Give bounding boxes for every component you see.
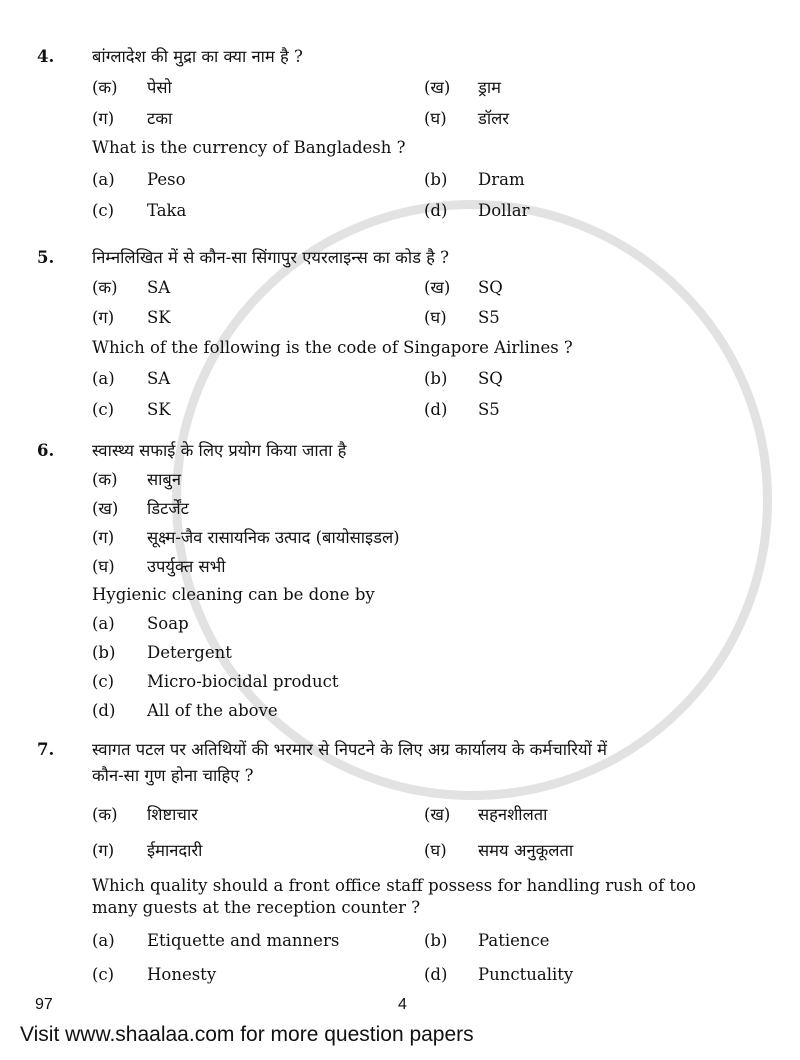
option-label: (c) [92,400,115,419]
option-text-english: SA [147,369,171,388]
question-text-hindi: स्वागत पटल पर अतिथियों की भरमार से निपटने के लिए अग्र कार्यालय के कर्मचारियों में [92,740,607,759]
option-label: (a) [92,369,115,388]
question-text-english: many guests at the reception counter ? [92,898,421,917]
option-label: (d) [424,965,448,984]
option-text-hindi: डिटर्जेंट [147,499,189,518]
option-text-hindi: SK [147,308,171,327]
question-text-hindi: स्वास्थ्य सफाई के लिए प्रयोग किया जाता है [92,441,347,460]
question-text-english: Hygienic cleaning can be done by [92,585,375,604]
option-text-hindi: SA [147,278,171,297]
question-text-english: Which of the following is the code of Singapore Airlines ? [92,338,573,357]
option-label: (क) [92,278,118,297]
option-text-hindi: ईमानदारी [147,841,203,860]
option-label: (ग) [92,841,115,860]
option-text-hindi: शिष्टाचार [147,805,198,824]
option-label: (क) [92,805,118,824]
option-text-english: Etiquette and manners [147,931,340,950]
paper-code: 97 [35,996,53,1013]
footer-visit-link[interactable]: Visit www.shaalaa.com for more question papers [20,1023,474,1046]
option-text-hindi: डॉलर [478,109,510,128]
option-label: (ग) [92,308,115,327]
question-text-hindi: निम्नलिखित में से कौन-सा सिंगापुर एयरलाइन्स का कोड है ? [92,248,450,267]
option-text-hindi: साबुन [147,470,182,489]
option-text-hindi: टका [147,109,173,128]
option-text-hindi: ड्राम [478,78,501,97]
option-label: (घ) [424,841,447,860]
option-label: (a) [92,170,115,189]
option-text-english: Dram [478,170,525,189]
question-number: 7. [37,740,55,759]
option-text-english: SQ [478,369,503,388]
option-label: (घ) [92,557,115,576]
option-text-hindi: SQ [478,278,503,297]
option-label: (b) [424,931,448,950]
page-number: 4 [398,996,407,1013]
option-label: (ग) [92,528,115,547]
option-label: (b) [424,170,448,189]
option-text-english: Punctuality [478,965,574,984]
option-label: (a) [92,614,115,633]
option-text-hindi: पेसो [147,78,172,97]
option-label: (a) [92,931,115,950]
option-text-hindi: उपर्युक्त सभी [147,557,226,576]
option-label: (ग) [92,109,115,128]
option-label: (ख) [92,499,119,518]
option-label: (ख) [424,805,451,824]
option-text-english: Taka [147,201,187,220]
option-label: (घ) [424,109,447,128]
option-label: (d) [92,701,116,720]
option-text-english: Peso [147,170,186,189]
question-text-english: Which quality should a front office staff possess for handling rush of too [92,876,696,895]
option-label: (c) [92,201,115,220]
option-label: (क) [92,78,118,97]
option-text-english: Soap [147,614,189,633]
option-label: (क) [92,470,118,489]
option-label: (घ) [424,308,447,327]
option-text-english: Detergent [147,643,232,662]
option-text-english: Micro-biocidal product [147,672,339,691]
option-label: (c) [92,672,115,691]
option-label: (c) [92,965,115,984]
option-text-hindi: S5 [478,308,500,327]
option-label: (b) [92,643,116,662]
question-text-hindi: कौन-सा गुण होना चाहिए ? [92,766,254,785]
option-label: (d) [424,400,448,419]
option-text-hindi: सहनशीलता [478,805,548,824]
option-text-english: All of the above [147,701,278,720]
option-label: (ख) [424,78,451,97]
option-text-english: SK [147,400,171,419]
option-label: (d) [424,201,448,220]
question-number: 5. [37,248,55,267]
question-number: 4. [37,47,55,66]
question-text-english: What is the currency of Bangladesh ? [92,138,406,157]
question-number: 6. [37,441,55,460]
option-label: (b) [424,369,448,388]
option-text-english: S5 [478,400,500,419]
option-text-english: Patience [478,931,550,950]
option-label: (ख) [424,278,451,297]
question-text-hindi: बांग्लादेश की मुद्रा का क्या नाम है ? [92,47,303,66]
option-text-english: Honesty [147,965,217,984]
option-text-hindi: सूक्ष्म-जैव रासायनिक उत्पाद (बायोसाइडल) [147,528,400,547]
option-text-english: Dollar [478,201,530,220]
option-text-hindi: समय अनुकूलता [478,841,574,860]
